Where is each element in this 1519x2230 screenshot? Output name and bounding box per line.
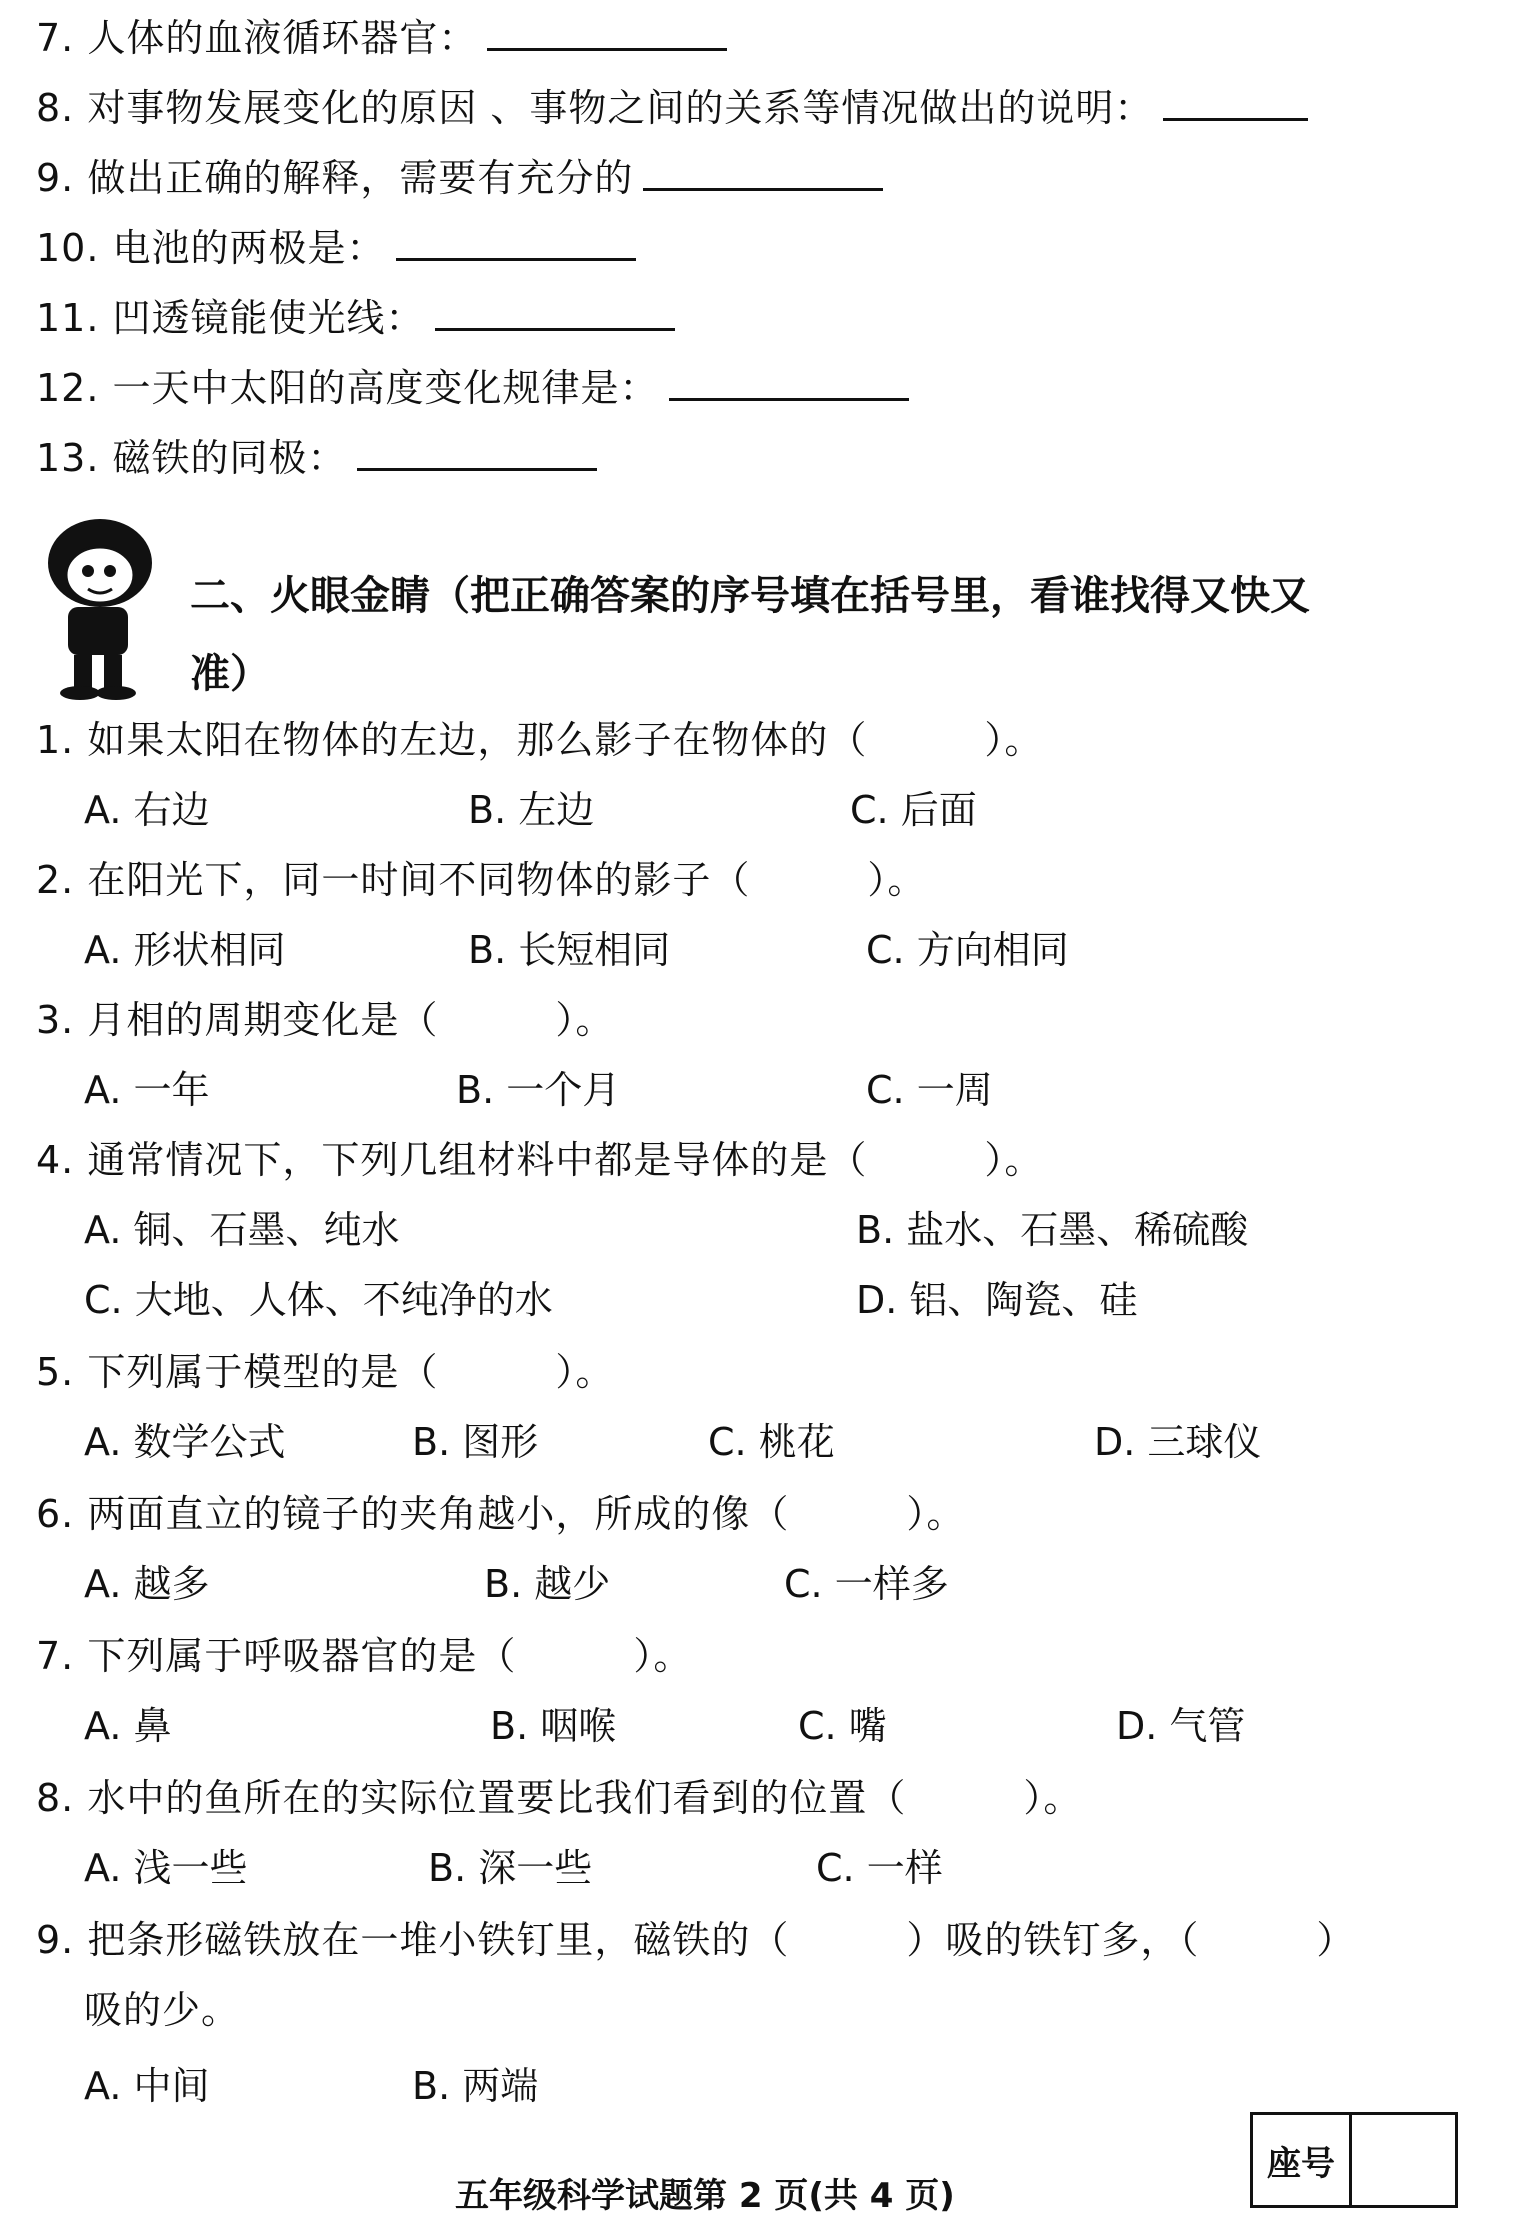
answer-blank[interactable] xyxy=(357,438,597,471)
q4-option-a[interactable]: A. 铜、石墨、纯水 xyxy=(84,1208,400,1252)
q9-option-b[interactable]: B. 两端 xyxy=(412,2064,539,2108)
question-3-stem: 3. 月相的周期变化是（ ）。 xyxy=(36,998,615,1042)
answer-blank[interactable] xyxy=(487,18,727,51)
fill-blank-10 xyxy=(36,224,636,272)
q5-option-b[interactable]: B. 图形 xyxy=(412,1420,539,1464)
fill-blank-text: 13. 磁铁的同极： xyxy=(36,436,347,480)
fill-blank-9 xyxy=(36,154,883,202)
fill-blank-text: 7. 人体的血液循环器官： xyxy=(36,16,478,60)
q7-option-b[interactable]: B. 咽喉 xyxy=(490,1704,617,1748)
section-title: 二、火眼金睛（把正确答案的序号填在括号里，看谁找得又快又 xyxy=(190,573,1310,619)
q2-option-a[interactable]: A. 形状相同 xyxy=(84,928,286,972)
fill-blank-8 xyxy=(36,84,1308,132)
question-8-stem: 8. 水中的鱼所在的实际位置要比我们看到的位置（ ）。 xyxy=(36,1776,1083,1820)
q3-option-b[interactable]: B. 一个月 xyxy=(456,1068,621,1112)
q2-option-b[interactable]: B. 长短相同 xyxy=(468,928,671,972)
fill-blank-7 xyxy=(36,14,727,62)
page-footer: 五年级科学试题第 2 页(共 4 页) xyxy=(455,2176,955,2216)
q6-option-c[interactable]: C. 一样多 xyxy=(784,1562,949,1606)
question-1-stem: 1. 如果太阳在物体的左边，那么影子在物体的（ ）。 xyxy=(36,718,1044,762)
fill-blank-13 xyxy=(36,434,597,482)
q4-option-c[interactable]: C. 大地、人体、不纯净的水 xyxy=(84,1278,553,1322)
q8-option-c[interactable]: C. 一样 xyxy=(816,1846,943,1890)
q8-option-b[interactable]: B. 深一些 xyxy=(428,1846,593,1890)
fill-blank-text: 11. 凹透镜能使光线： xyxy=(36,296,425,340)
fill-blank-text: 9. 做出正确的解释，需要有充分的 xyxy=(36,156,634,200)
q7-option-a[interactable]: A. 鼻 xyxy=(84,1704,172,1748)
q4-option-d[interactable]: D. 铝、陶瓷、硅 xyxy=(856,1278,1138,1322)
q4-option-b[interactable]: B. 盐水、石墨、稀硫酸 xyxy=(856,1208,1249,1252)
cartoon-kid-icon xyxy=(40,515,160,700)
section-title-continued: 准） xyxy=(190,651,270,697)
q1-option-c[interactable]: C. 后面 xyxy=(850,788,977,832)
answer-blank[interactable] xyxy=(669,368,909,401)
q8-option-a[interactable]: A. 浅一些 xyxy=(84,1846,248,1890)
q5-option-a[interactable]: A. 数学公式 xyxy=(84,1420,286,1464)
answer-blank[interactable] xyxy=(396,228,636,261)
fill-blank-12 xyxy=(36,364,909,412)
q5-option-c[interactable]: C. 桃花 xyxy=(708,1420,835,1464)
q6-option-a[interactable]: A. 越多 xyxy=(84,1562,210,1606)
seat-number-box xyxy=(1250,2112,1458,2208)
question-9-stem: 9. 把条形磁铁放在一堆小铁钉里，磁铁的（ ）吸的铁钉多，（ ） xyxy=(36,1918,1356,1962)
question-5-stem: 5. 下列属于模型的是（ ）。 xyxy=(36,1350,615,1394)
q2-option-c[interactable]: C. 方向相同 xyxy=(866,928,1069,972)
answer-blank[interactable] xyxy=(1163,88,1308,121)
fill-blank-11 xyxy=(36,294,675,342)
q7-option-c[interactable]: C. 嘴 xyxy=(798,1704,887,1748)
question-9-stem-continued: 吸的少。 xyxy=(84,1988,241,2032)
q3-option-a[interactable]: A. 一年 xyxy=(84,1068,210,1112)
fill-blank-text: 8. 对事物发展变化的原因 、事物之间的关系等情况做出的说明： xyxy=(36,86,1154,130)
seat-number-field[interactable] xyxy=(1352,2115,1455,2205)
q6-option-b[interactable]: B. 越少 xyxy=(484,1562,611,1606)
fill-blank-text: 10. 电池的两极是： xyxy=(36,226,386,270)
q5-option-d[interactable]: D. 三球仪 xyxy=(1094,1420,1262,1464)
fill-blank-text: 12. 一天中太阳的高度变化规律是： xyxy=(36,366,659,410)
question-6-stem: 6. 两面直立的镜子的夹角越小，所成的像（ ）。 xyxy=(36,1492,966,1536)
seat-label: 座号 xyxy=(1253,2115,1352,2205)
question-4-stem: 4. 通常情况下，下列几组材料中都是导体的是（ ）。 xyxy=(36,1138,1044,1182)
question-7-stem: 7. 下列属于呼吸器官的是（ ）。 xyxy=(36,1634,693,1678)
q7-option-d[interactable]: D. 气管 xyxy=(1116,1704,1246,1748)
q3-option-c[interactable]: C. 一周 xyxy=(866,1068,993,1112)
q1-option-b[interactable]: B. 左边 xyxy=(468,788,595,832)
q1-option-a[interactable]: A. 右边 xyxy=(84,788,210,832)
question-2-stem: 2. 在阳光下，同一时间不同物体的影子（ ）。 xyxy=(36,858,927,902)
q9-option-a[interactable]: A. 中间 xyxy=(84,2064,210,2108)
answer-blank[interactable] xyxy=(643,158,883,191)
answer-blank[interactable] xyxy=(435,298,675,331)
